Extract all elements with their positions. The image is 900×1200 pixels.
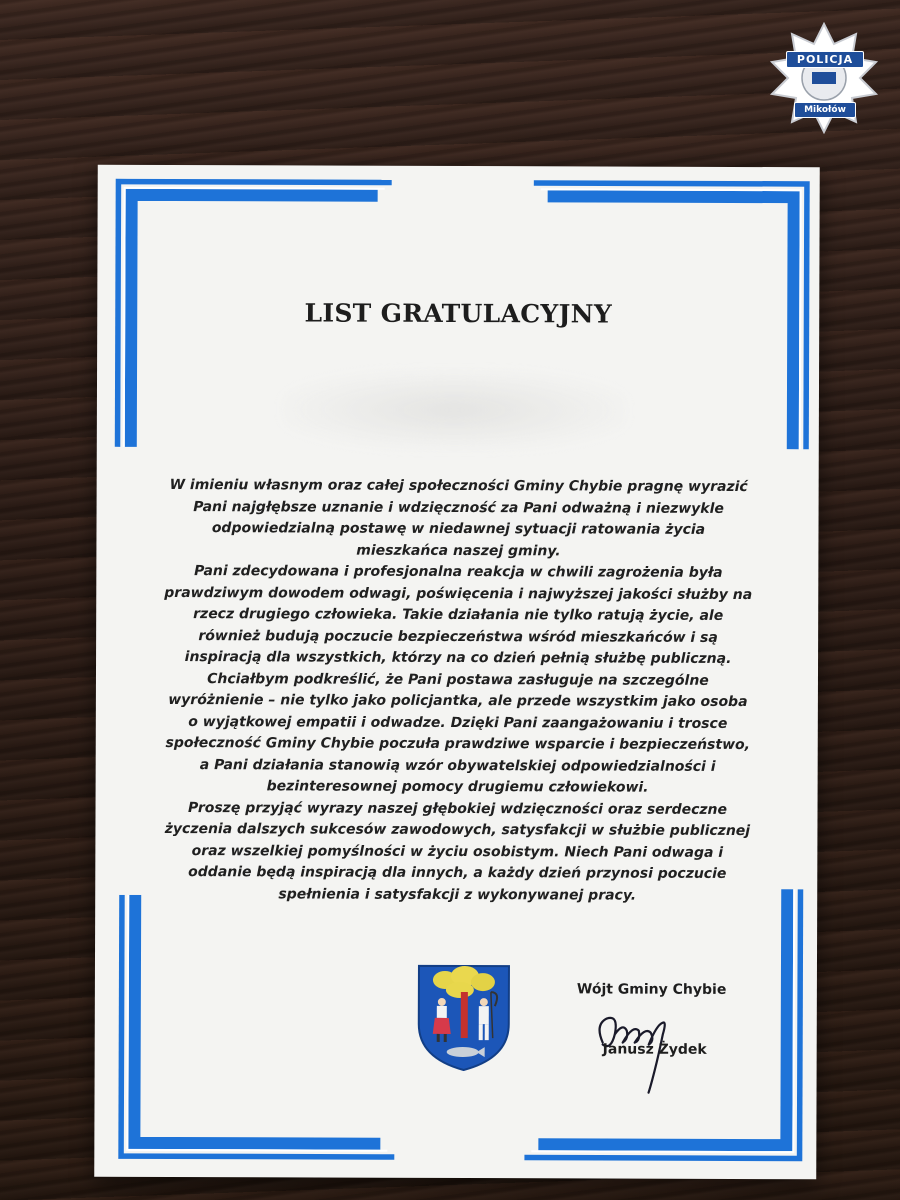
letter-title: LIST GRATULACYJNY <box>304 298 613 329</box>
corner-ornament-bottom-left <box>118 895 397 1160</box>
badge-bottom-label: Mikołów <box>794 102 856 118</box>
letter-body <box>163 475 752 907</box>
signatory-name: Janusz Żydek <box>602 1041 707 1058</box>
badge-top-label: POLICJA <box>786 51 864 68</box>
redacted-recipient-area <box>282 370 627 449</box>
police-badge-logo <box>768 22 880 134</box>
letter-paragraph: Proszę przyjąć wyrazy naszej głębokiej wdzięczności oraz serdeczne życzenia dalszych sukcesów zawodowych, satysfakcji w służbie publicznej oraz wszelkiej pomyślności w życiu osobistym. Niech Pani odwaga i oddanie będą inspiracją dla innych, a każdy dzień przynosi poczucie spełnienia i satysfakcji z wykonywanej pracy. <box>164 799 751 904</box>
letter-paragraph: Pani zdecydowana i profesjonalna reakcja w chwili zagrożenia była prawdziwym dowodem odwagi, poświęcenia i najwyższej jakości służby na rzecz drugiego człowieka. Takie działania nie tylko ratują życie, ale również budują poczucie bezpieczeństwa wśród mieszkańców i są inspiracją dla wszystkich, którzy na co dzień pełnią służbę publiczną. <box>164 563 753 667</box>
letter-paragraph: Chciałbym podkreślić, że Pani postawa zasługuje na szczególne wyróżnienie – nie tylko jako policjantka, ale przede wszystkim jako osoba o wyjątkowej empatii i odwadze. Dzięki Pani zaangażowaniu i trosce społeczność Gminy Chybie poczuła prawdziwe wsparcie i bezpieczeństwo, a Pani działania stanowią wzór obywatelskiej odpowiedzialności i bezinteresownej pomocy drugiemu człowiekowi. <box>165 670 750 796</box>
coat-of-arms-icon <box>415 962 513 1072</box>
letter-paragraph: W imieniu własnym oraz całej społeczności Gminy Chybie pragnę wyrazić Pani najgłębsze uznanie i wdzięczność za Pani odważną i niezwykle odpowiedzialną postawę w niedawnej sytuacji ratowania życia mieszkańca naszej gminy. <box>169 476 748 559</box>
letter-paper <box>94 165 820 1180</box>
signatory-title: Wójt Gminy Chybie <box>576 981 727 998</box>
